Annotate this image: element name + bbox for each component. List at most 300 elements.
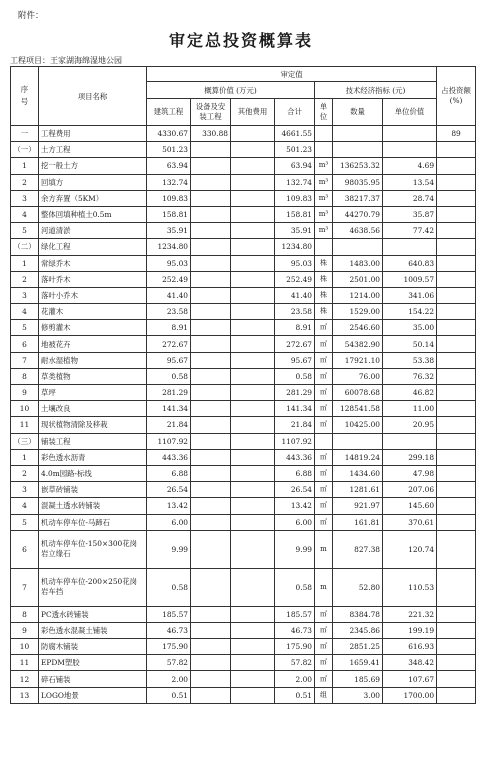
cell-total: 252.49 [275, 271, 315, 287]
cell-name: 碎石铺装 [39, 671, 147, 687]
cell-seq: 1 [11, 255, 39, 271]
cell-name: 余方弃置（5KM） [39, 190, 147, 206]
cell-equipment [191, 687, 231, 703]
cell-unit-price: 11.00 [383, 401, 437, 417]
cell-construction: 95.03 [147, 255, 191, 271]
cell-seq: 5 [11, 320, 39, 336]
cell-quantity [333, 433, 383, 449]
cell-share [437, 223, 476, 239]
cell-total: 501.23 [275, 142, 315, 158]
cell-share [437, 433, 476, 449]
cell-unit-price [383, 142, 437, 158]
cell-total: 158.81 [275, 206, 315, 222]
cell-equipment [191, 174, 231, 190]
cell-quantity: 3.00 [333, 687, 383, 703]
cell-unit: ㎡ [315, 368, 333, 384]
table-row [11, 639, 476, 655]
cell-equipment [191, 530, 231, 568]
cell-construction: 6.00 [147, 514, 191, 530]
cell-seq: 2 [11, 174, 39, 190]
cell-unit: 株 [315, 271, 333, 287]
cell-other [231, 368, 275, 384]
cell-other [231, 223, 275, 239]
cell-unit: ㎡ [315, 336, 333, 352]
cell-equipment [191, 206, 231, 222]
cell-seq: 6 [11, 336, 39, 352]
cell-total: 95.03 [275, 255, 315, 271]
table-row [11, 385, 476, 401]
cell-construction: 23.58 [147, 304, 191, 320]
table-row [11, 568, 476, 606]
cell-construction: 109.83 [147, 190, 191, 206]
cell-quantity: 17921.10 [333, 352, 383, 368]
cell-equipment [191, 514, 231, 530]
cell-total: 109.83 [275, 190, 315, 206]
cell-quantity: 2851.25 [333, 639, 383, 655]
cell-unit-price: 35.00 [383, 320, 437, 336]
cell-other [231, 530, 275, 568]
cell-seq: （二） [11, 239, 39, 255]
cell-name: 土壤改良 [39, 401, 147, 417]
cell-total: 4661.55 [275, 126, 315, 142]
cell-quantity: 14819.24 [333, 449, 383, 465]
cell-share [437, 622, 476, 638]
cell-total: 185.57 [275, 606, 315, 622]
table-row [11, 255, 476, 271]
cell-unit-price: 47.98 [383, 465, 437, 481]
cell-seq: 10 [11, 639, 39, 655]
cell-seq: 5 [11, 223, 39, 239]
cell-unit: ㎡ [315, 385, 333, 401]
cell-construction: 21.84 [147, 417, 191, 433]
cell-name: EPDM塑胶 [39, 655, 147, 671]
cell-total: 9.99 [275, 530, 315, 568]
table-row [11, 482, 476, 498]
cell-other [231, 239, 275, 255]
cell-construction: 132.74 [147, 174, 191, 190]
header-estimate-group: 概算价值 (万元) [147, 82, 315, 99]
cell-construction: 2.00 [147, 671, 191, 687]
cell-equipment [191, 304, 231, 320]
cell-share: 89 [437, 126, 476, 142]
cell-name: 挖一般土方 [39, 158, 147, 174]
table-row [11, 514, 476, 530]
table-row [11, 368, 476, 384]
cell-name: 草坪 [39, 385, 147, 401]
cell-quantity: 10425.00 [333, 417, 383, 433]
cell-quantity [333, 239, 383, 255]
cell-equipment [191, 606, 231, 622]
cell-other [231, 287, 275, 303]
cell-unit-price: 207.06 [383, 482, 437, 498]
cell-seq: 1 [11, 158, 39, 174]
cell-unit-price: 120.74 [383, 530, 437, 568]
cell-share [437, 514, 476, 530]
cell-total: 23.58 [275, 304, 315, 320]
cell-name: 工程费用 [39, 126, 147, 142]
table-row [11, 142, 476, 158]
cell-unit: m³ [315, 190, 333, 206]
cell-equipment: 330.88 [191, 126, 231, 142]
cell-other [231, 498, 275, 514]
cell-equipment [191, 142, 231, 158]
cell-unit-price: 77.42 [383, 223, 437, 239]
cell-unit-price: 1009.57 [383, 271, 437, 287]
table-row [11, 671, 476, 687]
cell-unit [315, 433, 333, 449]
cell-unit-price: 53.38 [383, 352, 437, 368]
cell-seq: 3 [11, 482, 39, 498]
cell-seq: 9 [11, 622, 39, 638]
cell-name: 花灌木 [39, 304, 147, 320]
cell-seq: 12 [11, 671, 39, 687]
cell-name: 现状植物清除及移栽 [39, 417, 147, 433]
cell-unit: ㎡ [315, 449, 333, 465]
cell-name: 机动车停车位-150×300花岗岩立缘石 [39, 530, 147, 568]
header-construction: 建筑工程 [147, 99, 191, 126]
cell-seq: 4 [11, 304, 39, 320]
cell-unit-price: 1700.00 [383, 687, 437, 703]
cell-total: 132.74 [275, 174, 315, 190]
cell-equipment [191, 239, 231, 255]
cell-seq: 2 [11, 465, 39, 481]
cell-name: 草类植物 [39, 368, 147, 384]
cell-name: 回填方 [39, 174, 147, 190]
header-equipment: 设备及安装工程 [191, 99, 231, 126]
cell-share [437, 255, 476, 271]
cell-equipment [191, 287, 231, 303]
cell-construction: 158.81 [147, 206, 191, 222]
cell-construction: 46.73 [147, 622, 191, 638]
header-seq: 序 号 [11, 67, 39, 126]
cell-other [231, 622, 275, 638]
table-row [11, 223, 476, 239]
cell-share [437, 687, 476, 703]
cell-unit: m³ [315, 206, 333, 222]
cell-construction: 281.29 [147, 385, 191, 401]
cell-unit-price: 199.19 [383, 622, 437, 638]
cell-construction: 272.67 [147, 336, 191, 352]
cell-equipment [191, 639, 231, 655]
cell-share [437, 530, 476, 568]
cell-quantity: 2345.86 [333, 622, 383, 638]
cell-seq: 11 [11, 655, 39, 671]
cell-seq: 2 [11, 271, 39, 287]
cell-total: 6.88 [275, 465, 315, 481]
cell-construction: 1107.92 [147, 433, 191, 449]
cell-share [437, 239, 476, 255]
cell-seq: 8 [11, 606, 39, 622]
header-unit: 单位 [315, 99, 333, 126]
cell-unit-price: 616.93 [383, 639, 437, 655]
cell-unit: ㎡ [315, 514, 333, 530]
cell-total: 1107.92 [275, 433, 315, 449]
cell-share [437, 142, 476, 158]
cell-share [437, 385, 476, 401]
header-total: 合计 [275, 99, 315, 126]
cell-seq: 6 [11, 530, 39, 568]
cell-share [437, 287, 476, 303]
cell-quantity: 38217.37 [333, 190, 383, 206]
cell-unit-price: 13.54 [383, 174, 437, 190]
cell-share [437, 401, 476, 417]
table-row [11, 401, 476, 417]
investment-table [10, 66, 476, 704]
cell-equipment [191, 465, 231, 481]
cell-other [231, 126, 275, 142]
cell-quantity: 1529.00 [333, 304, 383, 320]
cell-quantity: 2546.60 [333, 320, 383, 336]
cell-total: 272.67 [275, 336, 315, 352]
cell-unit-price [383, 239, 437, 255]
cell-unit: ㎡ [315, 417, 333, 433]
cell-share [437, 271, 476, 287]
cell-construction: 0.51 [147, 687, 191, 703]
cell-share [437, 482, 476, 498]
table-row [11, 336, 476, 352]
cell-seq: 9 [11, 385, 39, 401]
cell-share [437, 158, 476, 174]
cell-share [437, 655, 476, 671]
cell-quantity [333, 142, 383, 158]
cell-unit: 株 [315, 304, 333, 320]
cell-other [231, 639, 275, 655]
cell-total: 175.90 [275, 639, 315, 655]
cell-other [231, 465, 275, 481]
cell-total: 141.34 [275, 401, 315, 417]
table-row [11, 606, 476, 622]
cell-quantity [333, 126, 383, 142]
cell-total: 57.82 [275, 655, 315, 671]
cell-share [437, 304, 476, 320]
cell-name: 整体回填种植土0.5m [39, 206, 147, 222]
table-row [11, 622, 476, 638]
cell-share [437, 352, 476, 368]
cell-construction: 4330.67 [147, 126, 191, 142]
cell-other [231, 206, 275, 222]
cell-equipment [191, 417, 231, 433]
cell-other [231, 655, 275, 671]
cell-unit: ㎡ [315, 352, 333, 368]
cell-construction: 8.91 [147, 320, 191, 336]
cell-name: 耐水湿植物 [39, 352, 147, 368]
cell-construction: 0.58 [147, 368, 191, 384]
cell-quantity: 2501.00 [333, 271, 383, 287]
cell-name: 落叶小乔木 [39, 287, 147, 303]
cell-unit: ㎡ [315, 639, 333, 655]
cell-other [231, 606, 275, 622]
cell-construction: 252.49 [147, 271, 191, 287]
header-approved: 审定值 [147, 67, 437, 82]
cell-quantity: 136253.32 [333, 158, 383, 174]
cell-seq: 7 [11, 568, 39, 606]
cell-share [437, 174, 476, 190]
header-unit-price: 单位价值 [383, 99, 437, 126]
table-row [11, 271, 476, 287]
cell-seq: 1 [11, 449, 39, 465]
cell-unit-price: 20.95 [383, 417, 437, 433]
cell-unit-price: 46.82 [383, 385, 437, 401]
cell-construction: 63.94 [147, 158, 191, 174]
cell-equipment [191, 401, 231, 417]
cell-quantity: 1434.60 [333, 465, 383, 481]
cell-quantity: 44270.79 [333, 206, 383, 222]
cell-seq: 一 [11, 126, 39, 142]
cell-equipment [191, 352, 231, 368]
cell-name: 混凝土透水砖铺装 [39, 498, 147, 514]
cell-unit: m³ [315, 223, 333, 239]
cell-unit: ㎡ [315, 606, 333, 622]
table-row [11, 530, 476, 568]
project-name: 工程项目：王家湖海绵湿地公园 [10, 56, 122, 65]
attachment-label: 附件： [18, 11, 44, 21]
table-row [11, 239, 476, 255]
cell-quantity: 8384.78 [333, 606, 383, 622]
cell-seq: 10 [11, 401, 39, 417]
cell-other [231, 671, 275, 687]
cell-other [231, 482, 275, 498]
cell-name: 绿化工程 [39, 239, 147, 255]
cell-seq: 11 [11, 417, 39, 433]
table-row [11, 320, 476, 336]
cell-quantity: 54382.90 [333, 336, 383, 352]
cell-other [231, 352, 275, 368]
cell-seq: 7 [11, 352, 39, 368]
cell-other [231, 158, 275, 174]
cell-total: 0.51 [275, 687, 315, 703]
cell-unit-price [383, 433, 437, 449]
table-row [11, 417, 476, 433]
cell-other [231, 687, 275, 703]
cell-unit-price: 341.06 [383, 287, 437, 303]
cell-name: 4.0m园路-标线 [39, 465, 147, 481]
cell-construction: 35.91 [147, 223, 191, 239]
cell-unit-price: 299.18 [383, 449, 437, 465]
cell-total: 8.91 [275, 320, 315, 336]
cell-total: 63.94 [275, 158, 315, 174]
cell-name: PC透水砖铺装 [39, 606, 147, 622]
cell-share [437, 568, 476, 606]
cell-other [231, 417, 275, 433]
cell-unit-price: 348.42 [383, 655, 437, 671]
table-row [11, 352, 476, 368]
cell-unit-price: 640.83 [383, 255, 437, 271]
cell-construction: 141.34 [147, 401, 191, 417]
cell-unit: ㎡ [315, 465, 333, 481]
cell-seq: 13 [11, 687, 39, 703]
cell-unit: m [315, 568, 333, 606]
cell-quantity: 1659.41 [333, 655, 383, 671]
cell-construction: 443.36 [147, 449, 191, 465]
table-row [11, 687, 476, 703]
cell-share [437, 639, 476, 655]
cell-unit-price: 145.60 [383, 498, 437, 514]
cell-equipment [191, 433, 231, 449]
table-row [11, 433, 476, 449]
cell-total: 1234.80 [275, 239, 315, 255]
header-tech-group: 技术经济指标 (元) [315, 82, 437, 99]
cell-construction: 1234.80 [147, 239, 191, 255]
table-row [11, 498, 476, 514]
cell-total: 35.91 [275, 223, 315, 239]
cell-unit: ㎡ [315, 655, 333, 671]
header-name: 项目名称 [39, 67, 147, 126]
cell-equipment [191, 385, 231, 401]
cell-equipment [191, 336, 231, 352]
cell-equipment [191, 190, 231, 206]
cell-total: 2.00 [275, 671, 315, 687]
cell-unit: ㎡ [315, 671, 333, 687]
cell-other [231, 385, 275, 401]
table-body [11, 126, 476, 704]
cell-equipment [191, 671, 231, 687]
cell-total: 6.00 [275, 514, 315, 530]
table-row [11, 465, 476, 481]
cell-share [437, 336, 476, 352]
cell-quantity: 1214.00 [333, 287, 383, 303]
cell-name: 铺装工程 [39, 433, 147, 449]
cell-unit: 组 [315, 687, 333, 703]
cell-share [437, 498, 476, 514]
table-row [11, 655, 476, 671]
cell-equipment [191, 368, 231, 384]
cell-total: 41.40 [275, 287, 315, 303]
cell-total: 0.58 [275, 368, 315, 384]
cell-unit: ㎡ [315, 482, 333, 498]
cell-other [231, 255, 275, 271]
cell-name: 河道清淤 [39, 223, 147, 239]
cell-other [231, 304, 275, 320]
table-row [11, 449, 476, 465]
cell-total: 0.58 [275, 568, 315, 606]
cell-name: 土方工程 [39, 142, 147, 158]
cell-equipment [191, 320, 231, 336]
cell-unit-price: 154.22 [383, 304, 437, 320]
cell-unit-price: 35.87 [383, 206, 437, 222]
cell-unit-price: 107.67 [383, 671, 437, 687]
cell-unit-price: 370.61 [383, 514, 437, 530]
cell-share [437, 671, 476, 687]
cell-equipment [191, 498, 231, 514]
cell-share [437, 368, 476, 384]
cell-quantity: 98035.95 [333, 174, 383, 190]
cell-seq: 4 [11, 206, 39, 222]
cell-construction: 501.23 [147, 142, 191, 158]
cell-other [231, 449, 275, 465]
cell-quantity: 60078.68 [333, 385, 383, 401]
cell-share [437, 465, 476, 481]
cell-construction: 95.67 [147, 352, 191, 368]
cell-unit-price [383, 126, 437, 142]
cell-equipment [191, 482, 231, 498]
cell-equipment [191, 568, 231, 606]
cell-name: 彩色透水混凝土铺装 [39, 622, 147, 638]
cell-unit: ㎡ [315, 498, 333, 514]
cell-total: 281.29 [275, 385, 315, 401]
cell-share [437, 606, 476, 622]
cell-quantity: 52.80 [333, 568, 383, 606]
cell-seq: （一） [11, 142, 39, 158]
cell-unit-price: 28.74 [383, 190, 437, 206]
cell-other [231, 174, 275, 190]
cell-seq: 5 [11, 514, 39, 530]
cell-name: 地被花卉 [39, 336, 147, 352]
cell-share [437, 320, 476, 336]
table-row [11, 287, 476, 303]
cell-share [437, 449, 476, 465]
cell-seq: 3 [11, 190, 39, 206]
cell-other [231, 336, 275, 352]
